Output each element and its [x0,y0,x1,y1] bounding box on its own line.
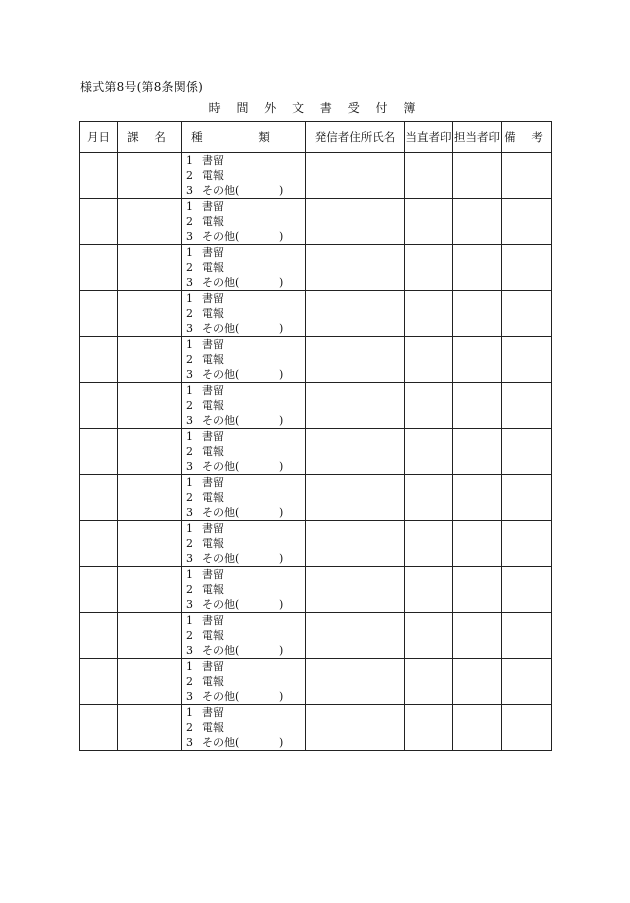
cell-sender[interactable] [306,291,405,337]
kind-option-number: 3 [186,736,193,749]
kind-option-number: 2 [186,353,193,366]
table-row [80,521,552,567]
kind-option-label: 書留 [202,430,224,443]
cell-month-day[interactable] [80,613,118,659]
kind-option-label: 電報 [202,307,224,320]
cell-handler-seal[interactable] [453,337,502,383]
cell-handler-seal[interactable] [453,291,502,337]
kind-option-label: その他( [202,506,240,519]
kind-option-close-paren: ) [279,184,284,197]
kind-option-label: 書留 [202,614,224,627]
table-row [80,429,552,475]
kind-option [182,720,305,735]
kind-option-number: 3 [186,276,193,289]
cell-handler-seal[interactable] [453,613,502,659]
kind-option [182,735,305,750]
cell-duty-officer-seal[interactable] [405,521,453,567]
kind-option-label: その他( [202,644,240,657]
header-sender: 発信者住所氏名 [306,122,405,153]
kind-option-number: 2 [186,721,193,734]
kind-option-label: 電報 [202,629,224,642]
kind-option [182,398,305,413]
cell-sender[interactable] [306,199,405,245]
kind-option-label: その他( [202,322,240,335]
cell-month-day[interactable] [80,337,118,383]
kind-option-close-paren: ) [279,276,284,289]
cell-duty-officer-seal[interactable] [405,567,453,613]
cell-handler-seal[interactable] [453,567,502,613]
kind-option-label: 書留 [202,568,224,581]
kind-option-close-paren: ) [279,690,284,703]
kind-option [182,505,305,520]
kind-option-number: 1 [186,154,193,167]
cell-duty-officer-seal[interactable] [405,383,453,429]
cell-sender[interactable] [306,659,405,705]
kind-option-number: 1 [186,476,193,489]
kind-option [182,551,305,566]
cell-handler-seal[interactable] [453,475,502,521]
cell-kind [182,245,306,291]
kind-option-number: 3 [186,460,193,473]
kind-option [182,582,305,597]
kind-option-number: 2 [186,307,193,320]
cell-remarks[interactable] [502,429,552,475]
kind-option [182,337,305,352]
cell-section[interactable] [118,429,182,475]
kind-option [182,260,305,275]
kind-option-label: 電報 [202,169,224,182]
header-section: 課 名 [118,122,182,153]
kind-option-close-paren: ) [279,230,284,243]
kind-option-label: 書留 [202,154,224,167]
kind-option-number: 1 [186,522,193,535]
kind-option-label: その他( [202,736,240,749]
kind-option-number: 3 [186,184,193,197]
kind-option-label: 書留 [202,384,224,397]
kind-option-number: 3 [186,598,193,611]
header-duty-officer-seal: 当直者印 [405,122,453,153]
kind-option [182,245,305,260]
kind-option-close-paren: ) [279,368,284,381]
cell-month-day[interactable] [80,521,118,567]
cell-duty-officer-seal[interactable] [405,245,453,291]
kind-option-label: 電報 [202,675,224,688]
cell-sender[interactable] [306,429,405,475]
cell-section[interactable] [118,153,182,199]
table-row [80,475,552,521]
table-row [80,613,552,659]
kind-option-close-paren: ) [279,506,284,519]
cell-remarks[interactable] [502,613,552,659]
kind-option-number: 1 [186,200,193,213]
kind-option [182,613,305,628]
kind-option-number: 2 [186,445,193,458]
cell-sender[interactable] [306,383,405,429]
kind-option [182,475,305,490]
cell-handler-seal[interactable] [453,245,502,291]
header-kind: 種 類 [182,122,306,153]
receipt-ledger-table [79,121,552,751]
kind-option [182,536,305,551]
cell-kind [182,521,306,567]
kind-option-label: その他( [202,690,240,703]
table-row [80,705,552,751]
table-row [80,567,552,613]
cell-kind [182,659,306,705]
kind-option-close-paren: ) [279,598,284,611]
cell-sender[interactable] [306,613,405,659]
kind-option-label: 書留 [202,338,224,351]
cell-handler-seal[interactable] [453,153,502,199]
cell-duty-officer-seal[interactable] [405,291,453,337]
cell-duty-officer-seal[interactable] [405,475,453,521]
kind-option [182,444,305,459]
kind-option-label: 書留 [202,200,224,213]
cell-kind [182,199,306,245]
cell-section[interactable] [118,521,182,567]
kind-option-close-paren: ) [279,552,284,565]
cell-month-day[interactable] [80,199,118,245]
cell-kind [182,705,306,751]
cell-month-day[interactable] [80,659,118,705]
kind-option-label: 電報 [202,721,224,734]
cell-month-day[interactable] [80,567,118,613]
kind-option-label: 書留 [202,522,224,535]
kind-option-number: 3 [186,414,193,427]
kind-option-number: 2 [186,399,193,412]
cell-handler-seal[interactable] [453,383,502,429]
cell-remarks[interactable] [502,291,552,337]
cell-duty-officer-seal[interactable] [405,199,453,245]
kind-option [182,521,305,536]
header-remarks: 備 考 [502,122,552,153]
kind-option [182,383,305,398]
cell-duty-officer-seal[interactable] [405,613,453,659]
kind-option-number: 2 [186,675,193,688]
kind-option-label: 書留 [202,292,224,305]
kind-option-label: その他( [202,368,240,381]
kind-option [182,352,305,367]
kind-option-label: 書留 [202,246,224,259]
kind-option [182,597,305,612]
cell-handler-seal[interactable] [453,659,502,705]
ledger-body [80,153,552,751]
table-row [80,337,552,383]
document-title: 時 間 外 文 書 受 付 簿 [208,101,422,115]
kind-option-number: 1 [186,292,193,305]
kind-option-close-paren: ) [279,322,284,335]
cell-month-day[interactable] [80,429,118,475]
kind-option-number: 2 [186,261,193,274]
cell-month-day[interactable] [80,153,118,199]
kind-option-number: 2 [186,491,193,504]
cell-kind [182,337,306,383]
cell-duty-officer-seal[interactable] [405,705,453,751]
cell-sender[interactable] [306,705,405,751]
cell-remarks[interactable] [502,475,552,521]
cell-remarks[interactable] [502,521,552,567]
kind-option-number: 2 [186,215,193,228]
cell-month-day[interactable] [80,475,118,521]
cell-handler-seal[interactable] [453,429,502,475]
cell-section[interactable] [118,337,182,383]
cell-kind [182,153,306,199]
table-row [80,659,552,705]
kind-option [182,705,305,720]
cell-month-day[interactable] [80,383,118,429]
cell-handler-seal[interactable] [453,705,502,751]
kind-option [182,306,305,321]
cell-month-day[interactable] [80,245,118,291]
cell-handler-seal[interactable] [453,199,502,245]
cell-remarks[interactable] [502,199,552,245]
cell-remarks[interactable] [502,383,552,429]
cell-kind [182,567,306,613]
cell-sender[interactable] [306,521,405,567]
kind-option [182,429,305,444]
kind-option [182,689,305,704]
cell-kind [182,613,306,659]
kind-option-number: 2 [186,169,193,182]
cell-kind [182,291,306,337]
kind-option [182,275,305,290]
kind-option-label: 電報 [202,491,224,504]
kind-option-label: 電報 [202,399,224,412]
kind-option [182,643,305,658]
kind-option [182,367,305,382]
cell-duty-officer-seal[interactable] [405,659,453,705]
kind-option [182,321,305,336]
kind-option [182,153,305,168]
kind-option-close-paren: ) [279,460,284,473]
kind-option-number: 3 [186,322,193,335]
kind-option-number: 1 [186,384,193,397]
cell-section[interactable] [118,705,182,751]
kind-option-number: 3 [186,230,193,243]
kind-option-close-paren: ) [279,414,284,427]
cell-remarks[interactable] [502,659,552,705]
kind-option [182,199,305,214]
kind-option-number: 3 [186,368,193,381]
kind-option-number: 1 [186,246,193,259]
kind-option-close-paren: ) [279,644,284,657]
kind-option [182,183,305,198]
cell-sender[interactable] [306,153,405,199]
cell-section[interactable] [118,659,182,705]
kind-option [182,168,305,183]
kind-option-label: その他( [202,276,240,289]
kind-option [182,413,305,428]
table-row [80,153,552,199]
table-row [80,199,552,245]
cell-remarks[interactable] [502,567,552,613]
cell-handler-seal[interactable] [453,521,502,567]
kind-option [182,567,305,582]
kind-option-label: 電報 [202,261,224,274]
kind-option-label: 電報 [202,583,224,596]
kind-option [182,490,305,505]
kind-option-label: その他( [202,230,240,243]
kind-option-number: 2 [186,537,193,550]
kind-option [182,291,305,306]
kind-option-number: 1 [186,568,193,581]
cell-section[interactable] [118,245,182,291]
kind-option-label: 書留 [202,476,224,489]
kind-option-label: 電報 [202,537,224,550]
kind-option-label: 電報 [202,215,224,228]
cell-duty-officer-seal[interactable] [405,429,453,475]
cell-section[interactable] [118,567,182,613]
form-number: 様式第8号(第8条関係) [80,80,204,94]
kind-option-number: 2 [186,583,193,596]
cell-remarks[interactable] [502,705,552,751]
cell-section[interactable] [118,199,182,245]
kind-option-label: その他( [202,598,240,611]
cell-sender[interactable] [306,337,405,383]
kind-option [182,628,305,643]
cell-remarks[interactable] [502,337,552,383]
header-handler-seal: 担当者印 [453,122,502,153]
kind-option-label: その他( [202,552,240,565]
kind-option-label: その他( [202,460,240,473]
cell-sender[interactable] [306,567,405,613]
cell-kind [182,383,306,429]
kind-option-number: 1 [186,338,193,351]
kind-option-number: 2 [186,629,193,642]
kind-option-label: 書留 [202,706,224,719]
kind-option-label: その他( [202,184,240,197]
kind-option [182,214,305,229]
cell-kind [182,429,306,475]
kind-option-number: 3 [186,690,193,703]
cell-month-day[interactable] [80,291,118,337]
kind-option-close-paren: ) [279,736,284,749]
kind-option-number: 1 [186,660,193,673]
cell-section[interactable] [118,475,182,521]
kind-option-label: その他( [202,414,240,427]
kind-option-number: 1 [186,706,193,719]
kind-option-label: 電報 [202,353,224,366]
table-row [80,383,552,429]
kind-option-label: 書留 [202,660,224,673]
cell-remarks[interactable] [502,153,552,199]
kind-option [182,674,305,689]
kind-option [182,229,305,244]
kind-option-number: 3 [186,552,193,565]
cell-sender[interactable] [306,245,405,291]
cell-section[interactable] [118,291,182,337]
cell-duty-officer-seal[interactable] [405,337,453,383]
kind-option-number: 3 [186,506,193,519]
kind-option-label: 電報 [202,445,224,458]
cell-duty-officer-seal[interactable] [405,153,453,199]
table-row [80,245,552,291]
header-month-day: 月日 [80,122,118,153]
kind-option-number: 1 [186,614,193,627]
header-row [80,122,552,153]
kind-option-number: 3 [186,644,193,657]
cell-section[interactable] [118,383,182,429]
kind-option [182,459,305,474]
kind-option [182,659,305,674]
cell-kind [182,475,306,521]
cell-section[interactable] [118,613,182,659]
cell-remarks[interactable] [502,245,552,291]
cell-month-day[interactable] [80,705,118,751]
table-row [80,291,552,337]
cell-sender[interactable] [306,475,405,521]
kind-option-number: 1 [186,430,193,443]
